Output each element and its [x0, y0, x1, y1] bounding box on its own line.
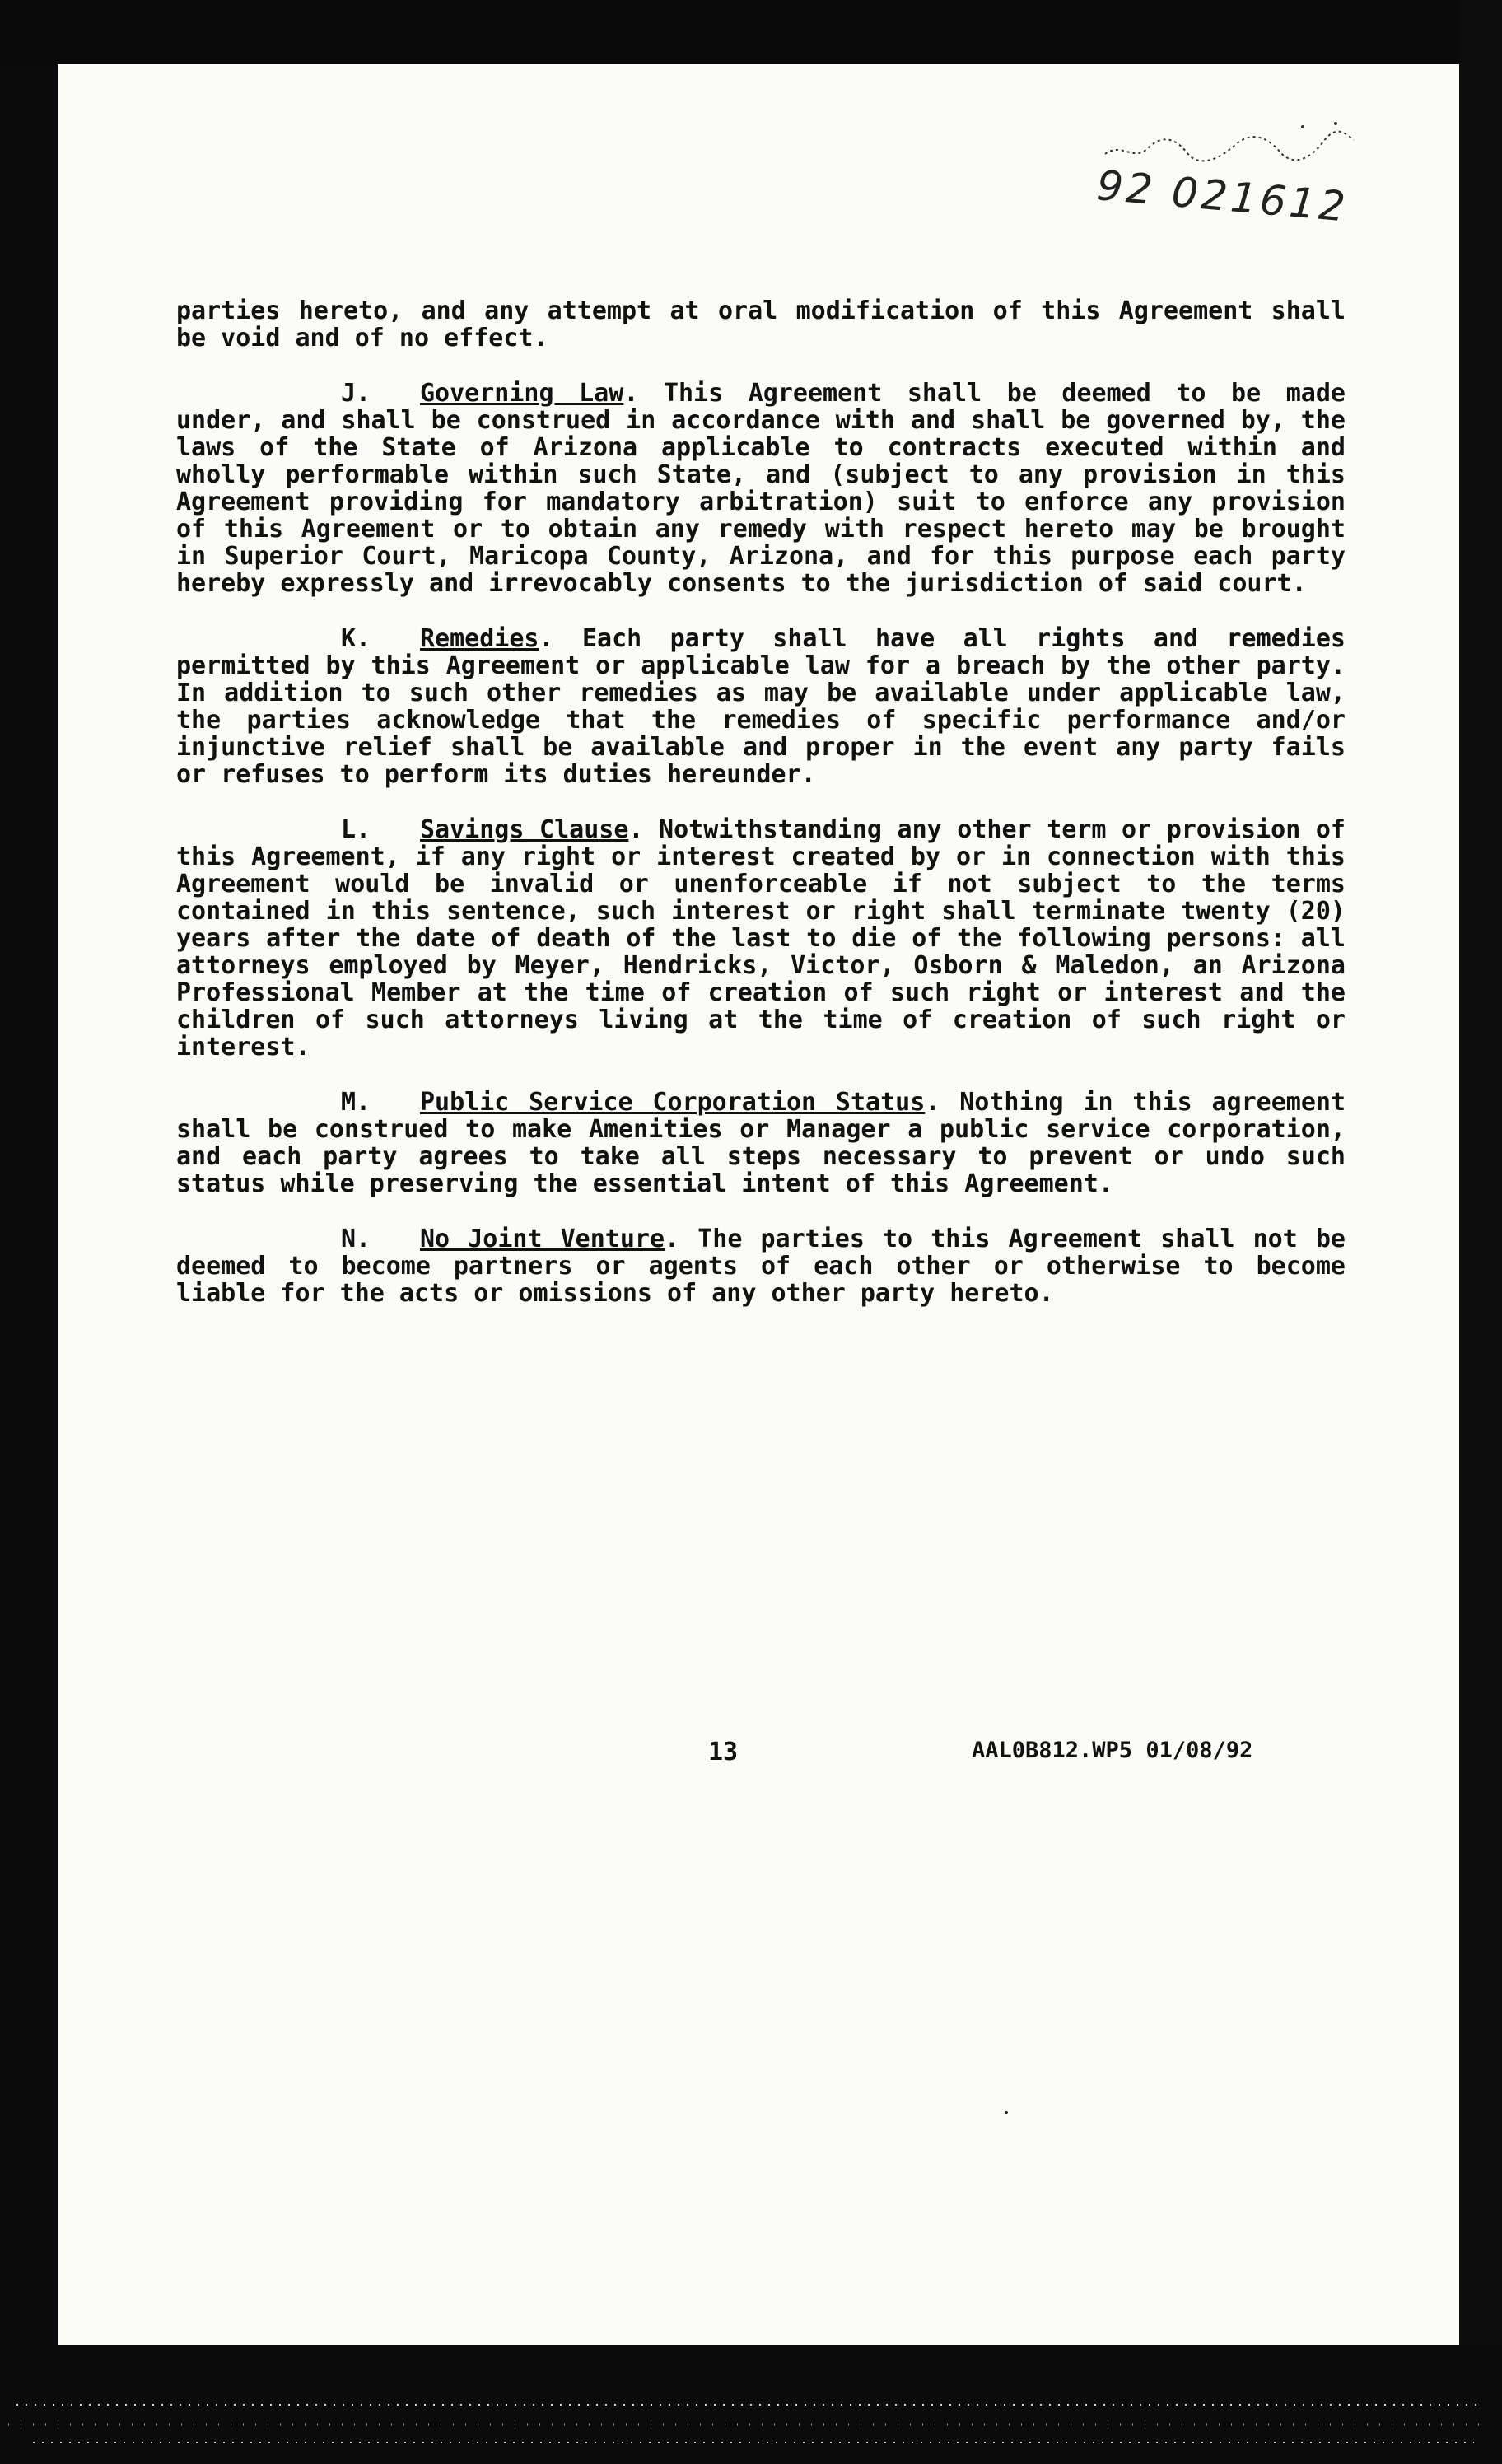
paragraph-public-service-status: [176, 1089, 1346, 1197]
section-letter: M.: [341, 1088, 371, 1117]
paragraph-text: . Notwithstanding any other term or provision of this Agreement, if any right or interest created by or in connection with this Agreement would be invalid or unenforceable if not subject to the terms contained in this sentence, such interest or right shall terminate twenty (20) years after the date of death of the last to die of the following persons: all attorneys employed by Meyer, Hendricks, Victor, Osborn & Maledon, an Arizona Professional Member at the time of creation of such right or interest and the children of such attorneys living at the time of creation of such right or interest.: [176, 815, 1346, 1062]
section-letter: L.: [341, 815, 371, 844]
stamp-scribble: [1097, 117, 1360, 166]
scan-speck: [1005, 2111, 1008, 2114]
section-heading: Remedies: [420, 624, 539, 653]
paragraph-text: . Each party shall have all rights and remedies permitted by this Agreement or applicable law for a breach by the other party. In addition to such other remedies as may be available under applicable law, the parties acknowledge that the remedies of specific performance and/or injunctive relief shall be available and proper in the event any party fails or refuses to perform its duties hereunder.: [176, 624, 1346, 789]
section-letter: J.: [341, 379, 371, 408]
section-heading: Governing Law: [420, 379, 624, 408]
paragraph-text: . This Agreement shall be deemed to be made under, and shall be construed in accordance with and shall be governed by, the laws of the State of Arizona applicable to contracts executed within and wholly performable within such State, and (subject to any provision in this Agreement providing for mandatory arbitration) suit to enforce any provision of this Agreement or to obtain any remedy with respect hereto may be brought in Superior Court, Maricopa County, Arizona, and for this purpose each party hereby expressly and irrevocably consents to the jurisdiction of said court.: [176, 379, 1346, 598]
paragraph-continuation: [176, 297, 1346, 352]
section-letter: N.: [341, 1225, 371, 1253]
paragraph-text: parties hereto, and any attempt at oral modification of this Agreement shall be void and of no effect.: [176, 296, 1346, 352]
paragraph-governing-law: [176, 380, 1346, 597]
section-heading: Public Service Corporation Status: [420, 1088, 926, 1117]
scan-noise-bottom: [0, 2345, 1502, 2464]
agreement-body: [176, 297, 1346, 1335]
page-number: 13: [708, 1738, 739, 1766]
scan-border-top: [0, 0, 1502, 66]
paragraph-no-joint-venture: [176, 1225, 1346, 1307]
section-letter: K.: [341, 624, 371, 653]
paragraph-savings-clause: [176, 816, 1346, 1061]
document-stamp-number: 92 021612: [1094, 161, 1350, 231]
section-heading: No Joint Venture: [420, 1225, 665, 1253]
paragraph-text: . The parties to this Agreement shall not be deemed to become partners or agents of each other or otherwise to become liable for the acts or omissions of any other party hereto.: [176, 1225, 1346, 1308]
document-page: [58, 64, 1459, 2345]
scan-border-right: [1459, 0, 1502, 2464]
paragraph-remedies: [176, 625, 1346, 788]
section-heading: Savings Clause: [420, 815, 629, 844]
paragraph-text: . Nothing in this agreement shall be construed to make Amenities or Manager a public service corporation, and each party agrees to take all steps necessary to prevent or undo such status while preserving the essential intent of this Agreement.: [176, 1088, 1346, 1198]
document-code: AAL0B812.WP5 01/08/92: [972, 1738, 1253, 1763]
